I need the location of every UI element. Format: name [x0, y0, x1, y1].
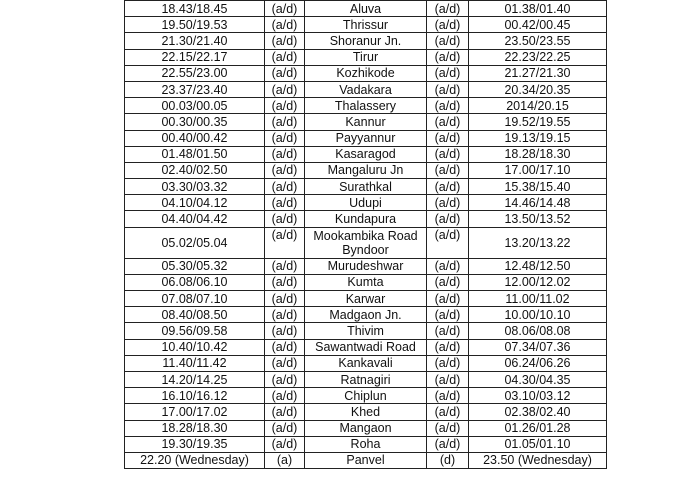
- arrival-departure-mark: (d): [427, 452, 469, 468]
- return-time-cell: 21.27/21.30: [469, 65, 607, 81]
- return-time-cell: 23.50/23.55: [469, 33, 607, 49]
- departure-time-cell: 08.40/08.50: [125, 307, 265, 323]
- departure-time-cell: 22.20 (Wednesday): [125, 452, 265, 468]
- return-time-cell: 23.50 (Wednesday): [469, 452, 607, 468]
- station-name-cell: Kumta: [305, 274, 427, 290]
- arrival-departure-mark: (a/d): [427, 227, 469, 258]
- station-name-cell: Thivim: [305, 323, 427, 339]
- departure-time-cell: 09.56/09.58: [125, 323, 265, 339]
- station-name-cell: Kannur: [305, 114, 427, 130]
- return-time-cell: 13.50/13.52: [469, 211, 607, 227]
- arrival-departure-mark: (a/d): [265, 323, 305, 339]
- arrival-departure-mark: (a/d): [265, 98, 305, 114]
- departure-time-cell: 19.50/19.53: [125, 17, 265, 33]
- timetable-row: [125, 258, 607, 274]
- arrival-departure-mark: (a/d): [265, 388, 305, 404]
- departure-time-cell: 04.40/04.42: [125, 211, 265, 227]
- arrival-departure-mark: (a/d): [265, 1, 305, 17]
- station-name-cell: Mangaluru Jn: [305, 162, 427, 178]
- return-time-cell: 12.48/12.50: [469, 258, 607, 274]
- arrival-departure-mark: (a/d): [427, 211, 469, 227]
- station-name-cell: Roha: [305, 436, 427, 452]
- arrival-departure-mark: (a): [265, 452, 305, 468]
- arrival-departure-mark: (a/d): [427, 291, 469, 307]
- return-time-cell: 06.24/06.26: [469, 355, 607, 371]
- station-name-cell: Mookambika Road Byndoor: [305, 227, 427, 258]
- arrival-departure-mark: (a/d): [265, 162, 305, 178]
- return-time-cell: 2014/20.15: [469, 98, 607, 114]
- return-time-cell: 01.26/01.28: [469, 420, 607, 436]
- arrival-departure-mark: (a/d): [427, 49, 469, 65]
- arrival-departure-mark: (a/d): [265, 227, 305, 258]
- arrival-departure-mark: (a/d): [265, 146, 305, 162]
- timetable-row: [125, 323, 607, 339]
- timetable-row: [125, 355, 607, 371]
- station-name-cell: Panvel: [305, 452, 427, 468]
- arrival-departure-mark: (a/d): [427, 436, 469, 452]
- timetable-row: [125, 211, 607, 227]
- timetable-row: [125, 179, 607, 195]
- arrival-departure-mark: (a/d): [265, 436, 305, 452]
- return-time-cell: 11.00/11.02: [469, 291, 607, 307]
- departure-time-cell: 07.08/07.10: [125, 291, 265, 307]
- station-name-cell: Shoranur Jn.: [305, 33, 427, 49]
- arrival-departure-mark: (a/d): [427, 114, 469, 130]
- departure-time-cell: 05.02/05.04: [125, 227, 265, 258]
- train-timetable: [124, 0, 607, 469]
- station-name-cell: Vadakara: [305, 81, 427, 97]
- departure-time-cell: 17.00/17.02: [125, 404, 265, 420]
- station-name-cell: Kozhikode: [305, 65, 427, 81]
- arrival-departure-mark: (a/d): [265, 130, 305, 146]
- arrival-departure-mark: (a/d): [265, 274, 305, 290]
- return-time-cell: 19.52/19.55: [469, 114, 607, 130]
- timetable-row: [125, 388, 607, 404]
- station-name-cell: Payyannur: [305, 130, 427, 146]
- arrival-departure-mark: (a/d): [265, 195, 305, 211]
- arrival-departure-mark: (a/d): [427, 404, 469, 420]
- departure-time-cell: 18.28/18.30: [125, 420, 265, 436]
- station-name-cell: Kasaragod: [305, 146, 427, 162]
- station-name-cell: Aluva: [305, 1, 427, 17]
- return-time-cell: 18.28/18.30: [469, 146, 607, 162]
- return-time-cell: 00.42/00.45: [469, 17, 607, 33]
- timetable-row: [125, 98, 607, 114]
- return-time-cell: 19.13/19.15: [469, 130, 607, 146]
- return-time-cell: 12.00/12.02: [469, 274, 607, 290]
- arrival-departure-mark: (a/d): [427, 420, 469, 436]
- arrival-departure-mark: (a/d): [427, 98, 469, 114]
- arrival-departure-mark: (a/d): [427, 307, 469, 323]
- arrival-departure-mark: (a/d): [427, 130, 469, 146]
- arrival-departure-mark: (a/d): [265, 49, 305, 65]
- timetable-row: [125, 436, 607, 452]
- arrival-departure-mark: (a/d): [265, 291, 305, 307]
- departure-time-cell: 00.40/00.42: [125, 130, 265, 146]
- arrival-departure-mark: (a/d): [265, 114, 305, 130]
- return-time-cell: 08.06/08.08: [469, 323, 607, 339]
- timetable-row: [125, 17, 607, 33]
- departure-time-cell: 02.40/02.50: [125, 162, 265, 178]
- station-name-cell: Chiplun: [305, 388, 427, 404]
- timetable-row: [125, 162, 607, 178]
- arrival-departure-mark: (a/d): [427, 81, 469, 97]
- departure-time-cell: 14.20/14.25: [125, 371, 265, 387]
- timetable-row: [125, 227, 607, 258]
- arrival-departure-mark: (a/d): [265, 307, 305, 323]
- station-name-cell: Udupi: [305, 195, 427, 211]
- return-time-cell: 01.38/01.40: [469, 1, 607, 17]
- timetable-row: [125, 371, 607, 387]
- return-time-cell: 07.34/07.36: [469, 339, 607, 355]
- timetable-row: [125, 114, 607, 130]
- arrival-departure-mark: (a/d): [427, 146, 469, 162]
- timetable-row: [125, 65, 607, 81]
- timetable-body: [125, 1, 607, 469]
- departure-time-cell: 00.30/00.35: [125, 114, 265, 130]
- arrival-departure-mark: (a/d): [265, 258, 305, 274]
- departure-time-cell: 03.30/03.32: [125, 179, 265, 195]
- station-name-cell: Kundapura: [305, 211, 427, 227]
- station-name-cell: Kankavali: [305, 355, 427, 371]
- return-time-cell: 15.38/15.40: [469, 179, 607, 195]
- arrival-departure-mark: (a/d): [427, 179, 469, 195]
- station-name-cell: Thalassery: [305, 98, 427, 114]
- arrival-departure-mark: (a/d): [265, 211, 305, 227]
- station-name-cell: Thrissur: [305, 17, 427, 33]
- departure-time-cell: 01.48/01.50: [125, 146, 265, 162]
- timetable-row: [125, 339, 607, 355]
- return-time-cell: 22.23/22.25: [469, 49, 607, 65]
- arrival-departure-mark: (a/d): [265, 420, 305, 436]
- timetable-row: [125, 274, 607, 290]
- timetable-row: [125, 49, 607, 65]
- departure-time-cell: 04.10/04.12: [125, 195, 265, 211]
- return-time-cell: 14.46/14.48: [469, 195, 607, 211]
- arrival-departure-mark: (a/d): [265, 371, 305, 387]
- departure-time-cell: 18.43/18.45: [125, 1, 265, 17]
- arrival-departure-mark: (a/d): [427, 323, 469, 339]
- arrival-departure-mark: (a/d): [427, 162, 469, 178]
- arrival-departure-mark: (a/d): [427, 33, 469, 49]
- return-time-cell: 02.38/02.40: [469, 404, 607, 420]
- arrival-departure-mark: (a/d): [427, 65, 469, 81]
- timetable-row: [125, 307, 607, 323]
- return-time-cell: 01.05/01.10: [469, 436, 607, 452]
- departure-time-cell: 19.30/19.35: [125, 436, 265, 452]
- timetable-row: [125, 1, 607, 17]
- arrival-departure-mark: (a/d): [265, 33, 305, 49]
- departure-time-cell: 06.08/06.10: [125, 274, 265, 290]
- station-name-cell: Madgaon Jn.: [305, 307, 427, 323]
- departure-time-cell: 16.10/16.12: [125, 388, 265, 404]
- station-name-cell: Tirur: [305, 49, 427, 65]
- departure-time-cell: 00.03/00.05: [125, 98, 265, 114]
- timetable-row: [125, 404, 607, 420]
- timetable-row: [125, 130, 607, 146]
- arrival-departure-mark: (a/d): [427, 1, 469, 17]
- timetable-row: [125, 33, 607, 49]
- arrival-departure-mark: (a/d): [427, 355, 469, 371]
- arrival-departure-mark: (a/d): [427, 195, 469, 211]
- timetable-row: [125, 195, 607, 211]
- station-name-cell: Murudeshwar: [305, 258, 427, 274]
- station-name-cell: Karwar: [305, 291, 427, 307]
- arrival-departure-mark: (a/d): [427, 388, 469, 404]
- arrival-departure-mark: (a/d): [265, 404, 305, 420]
- departure-time-cell: 05.30/05.32: [125, 258, 265, 274]
- arrival-departure-mark: (a/d): [427, 274, 469, 290]
- station-name-cell: Khed: [305, 404, 427, 420]
- station-name-cell: Mangaon: [305, 420, 427, 436]
- timetable-row: [125, 81, 607, 97]
- timetable-row: [125, 420, 607, 436]
- departure-time-cell: 23.37/23.40: [125, 81, 265, 97]
- station-name-cell: Sawantwadi Road: [305, 339, 427, 355]
- return-time-cell: 17.00/17.10: [469, 162, 607, 178]
- arrival-departure-mark: (a/d): [265, 355, 305, 371]
- return-time-cell: 10.00/10.10: [469, 307, 607, 323]
- arrival-departure-mark: (a/d): [265, 17, 305, 33]
- departure-time-cell: 11.40/11.42: [125, 355, 265, 371]
- arrival-departure-mark: (a/d): [427, 339, 469, 355]
- station-name-cell: Surathkal: [305, 179, 427, 195]
- station-name-cell: Ratnagiri: [305, 371, 427, 387]
- return-time-cell: 04.30/04.35: [469, 371, 607, 387]
- return-time-cell: 20.34/20.35: [469, 81, 607, 97]
- return-time-cell: 03.10/03.12: [469, 388, 607, 404]
- arrival-departure-mark: (a/d): [427, 371, 469, 387]
- return-time-cell: 13.20/13.22: [469, 227, 607, 258]
- timetable-container: [124, 0, 606, 469]
- departure-time-cell: 10.40/10.42: [125, 339, 265, 355]
- timetable-row: [125, 291, 607, 307]
- departure-time-cell: 22.15/22.17: [125, 49, 265, 65]
- arrival-departure-mark: (a/d): [427, 17, 469, 33]
- departure-time-cell: 21.30/21.40: [125, 33, 265, 49]
- arrival-departure-mark: (a/d): [265, 339, 305, 355]
- arrival-departure-mark: (a/d): [265, 65, 305, 81]
- departure-time-cell: 22.55/23.00: [125, 65, 265, 81]
- timetable-row: [125, 452, 607, 468]
- arrival-departure-mark: (a/d): [265, 179, 305, 195]
- arrival-departure-mark: (a/d): [265, 81, 305, 97]
- timetable-row: [125, 146, 607, 162]
- arrival-departure-mark: (a/d): [427, 258, 469, 274]
